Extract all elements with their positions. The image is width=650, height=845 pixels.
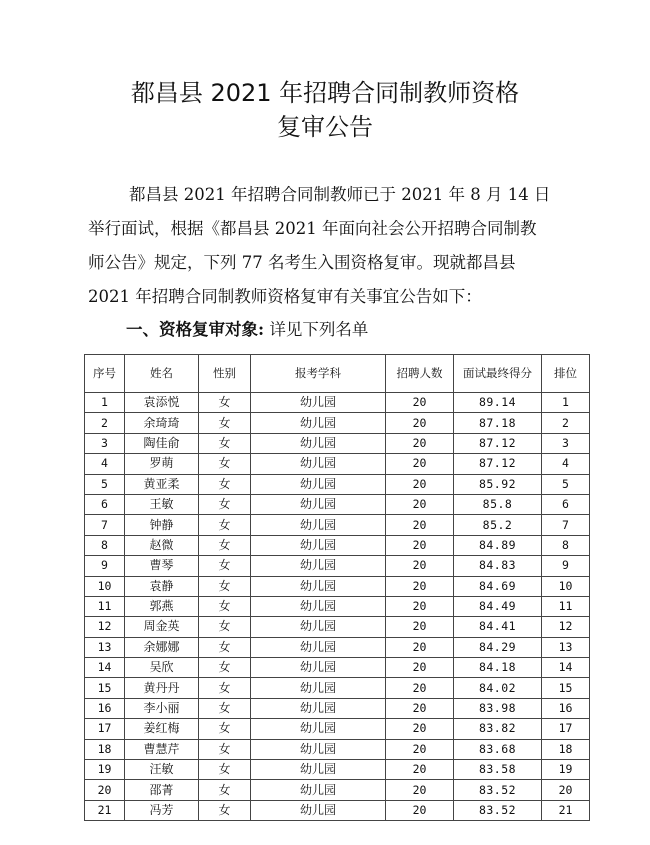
cell-name: 曹琴 (125, 556, 199, 576)
cell-rank: 18 (542, 739, 590, 759)
cell-serial: 19 (85, 760, 125, 780)
cell-serial: 11 (85, 596, 125, 616)
header-subject: 报考学科 (251, 355, 386, 393)
cell-name: 余娜娜 (125, 637, 199, 657)
cell-serial: 21 (85, 800, 125, 820)
cell-quota: 20 (386, 719, 454, 739)
table-row (85, 800, 590, 820)
cell-serial: 15 (85, 678, 125, 698)
cell-gender: 女 (199, 739, 251, 759)
table-row (85, 658, 590, 678)
cell-score: 83.52 (454, 780, 542, 800)
table-row (85, 393, 590, 413)
cell-gender: 女 (199, 576, 251, 596)
cell-subject: 幼儿园 (251, 800, 386, 820)
cell-subject: 幼儿园 (251, 678, 386, 698)
cell-gender: 女 (199, 698, 251, 718)
table-row (85, 760, 590, 780)
cell-rank: 21 (542, 800, 590, 820)
cell-rank: 19 (542, 760, 590, 780)
cell-score: 84.89 (454, 535, 542, 555)
cell-name: 王敏 (125, 494, 199, 514)
cell-rank: 11 (542, 596, 590, 616)
cell-rank: 9 (542, 556, 590, 576)
cell-gender: 女 (199, 535, 251, 555)
cell-quota: 20 (386, 739, 454, 759)
cell-name: 吴欣 (125, 658, 199, 678)
cell-score: 83.82 (454, 719, 542, 739)
cell-subject: 幼儿园 (251, 698, 386, 718)
table-row (85, 780, 590, 800)
cell-quota: 20 (386, 433, 454, 453)
table-row (85, 433, 590, 453)
cell-subject: 幼儿园 (251, 780, 386, 800)
cell-rank: 7 (542, 515, 590, 535)
intro-paragraph (88, 178, 578, 314)
cell-name: 曹慧芹 (125, 739, 199, 759)
cell-serial: 8 (85, 535, 125, 555)
table-row (85, 637, 590, 657)
table-row (85, 576, 590, 596)
header-serial: 序号 (85, 355, 125, 393)
cell-subject: 幼儿园 (251, 739, 386, 759)
cell-gender: 女 (199, 433, 251, 453)
cell-quota: 20 (386, 454, 454, 474)
cell-gender: 女 (199, 515, 251, 535)
cell-subject: 幼儿园 (251, 658, 386, 678)
table-row (85, 617, 590, 637)
table-row (85, 739, 590, 759)
cell-name: 袁静 (125, 576, 199, 596)
cell-rank: 17 (542, 719, 590, 739)
cell-quota: 20 (386, 637, 454, 657)
cell-quota: 20 (386, 393, 454, 413)
cell-subject: 幼儿园 (251, 617, 386, 637)
cell-name: 周金英 (125, 617, 199, 637)
cell-gender: 女 (199, 780, 251, 800)
cell-gender: 女 (199, 658, 251, 678)
cell-serial: 12 (85, 617, 125, 637)
cell-subject: 幼儿园 (251, 433, 386, 453)
cell-serial: 18 (85, 739, 125, 759)
cell-score: 84.18 (454, 658, 542, 678)
cell-name: 邵菁 (125, 780, 199, 800)
cell-name: 陶佳俞 (125, 433, 199, 453)
cell-gender: 女 (199, 637, 251, 657)
cell-rank: 16 (542, 698, 590, 718)
cell-gender: 女 (199, 617, 251, 637)
cell-serial: 3 (85, 433, 125, 453)
document-title-line-1: 都昌县 2021 年招聘合同制教师资格 (130, 79, 520, 107)
cell-name: 黄丹丹 (125, 678, 199, 698)
cell-quota: 20 (386, 596, 454, 616)
cell-rank: 8 (542, 535, 590, 555)
cell-score: 85.92 (454, 474, 542, 494)
paragraph-line: 2021 年招聘合同制教师资格复审有关事宜公告如下： (88, 287, 482, 306)
cell-gender: 女 (199, 413, 251, 433)
cell-subject: 幼儿园 (251, 535, 386, 555)
cell-subject: 幼儿园 (251, 494, 386, 514)
table-row (85, 494, 590, 514)
cell-rank: 20 (542, 780, 590, 800)
cell-quota: 20 (386, 760, 454, 780)
cell-rank: 5 (542, 474, 590, 494)
cell-name: 郭燕 (125, 596, 199, 616)
document-title-line-2: 复审公告 (277, 113, 373, 141)
table-header-row (85, 355, 590, 393)
cell-name: 罗萌 (125, 454, 199, 474)
cell-name: 赵微 (125, 535, 199, 555)
cell-quota: 20 (386, 515, 454, 535)
cell-score: 84.02 (454, 678, 542, 698)
cell-serial: 20 (85, 780, 125, 800)
cell-score: 83.98 (454, 698, 542, 718)
paragraph-line: 举行面试，根据《都昌县 2021 年面向社会公开招聘合同制教 (88, 219, 537, 238)
cell-rank: 10 (542, 576, 590, 596)
cell-quota: 20 (386, 698, 454, 718)
cell-quota: 20 (386, 800, 454, 820)
cell-score: 85.2 (454, 515, 542, 535)
table-row (85, 698, 590, 718)
cell-gender: 女 (199, 760, 251, 780)
cell-quota: 20 (386, 678, 454, 698)
cell-rank: 4 (542, 454, 590, 474)
cell-gender: 女 (199, 678, 251, 698)
cell-subject: 幼儿园 (251, 393, 386, 413)
header-score: 面试最终得分 (454, 355, 542, 393)
table-row (85, 413, 590, 433)
cell-subject: 幼儿园 (251, 413, 386, 433)
cell-serial: 10 (85, 576, 125, 596)
cell-rank: 1 (542, 393, 590, 413)
cell-subject: 幼儿园 (251, 760, 386, 780)
section-1 (126, 316, 368, 344)
table-row (85, 678, 590, 698)
cell-score: 85.8 (454, 494, 542, 514)
cell-subject: 幼儿园 (251, 719, 386, 739)
cell-rank: 15 (542, 678, 590, 698)
paragraph-line: 都昌县 2021 年招聘合同制教师已于 2021 年 8 月 14 日 (129, 185, 551, 204)
cell-quota: 20 (386, 658, 454, 678)
cell-gender: 女 (199, 393, 251, 413)
paragraph-line: 师公告》规定，下列 77 名考生入围资格复审。现就都昌县 (88, 253, 516, 272)
cell-name: 黄亚柔 (125, 474, 199, 494)
cell-name: 冯芳 (125, 800, 199, 820)
cell-gender: 女 (199, 454, 251, 474)
cell-gender: 女 (199, 474, 251, 494)
cell-subject: 幼儿园 (251, 474, 386, 494)
section-1-text: 详见下列名单 (269, 320, 369, 339)
cell-rank: 6 (542, 494, 590, 514)
cell-quota: 20 (386, 556, 454, 576)
table-row (85, 556, 590, 576)
cell-rank: 13 (542, 637, 590, 657)
cell-score: 84.41 (454, 617, 542, 637)
cell-subject: 幼儿园 (251, 454, 386, 474)
cell-score: 87.12 (454, 454, 542, 474)
cell-gender: 女 (199, 596, 251, 616)
cell-serial: 1 (85, 393, 125, 413)
cell-score: 89.14 (454, 393, 542, 413)
cell-quota: 20 (386, 617, 454, 637)
cell-quota: 20 (386, 780, 454, 800)
cell-score: 87.18 (454, 413, 542, 433)
cell-subject: 幼儿园 (251, 556, 386, 576)
table-row (85, 535, 590, 555)
cell-rank: 12 (542, 617, 590, 637)
header-quota: 招聘人数 (386, 355, 454, 393)
cell-serial: 2 (85, 413, 125, 433)
cell-serial: 5 (85, 474, 125, 494)
cell-serial: 6 (85, 494, 125, 514)
cell-subject: 幼儿园 (251, 596, 386, 616)
cell-score: 83.68 (454, 739, 542, 759)
table-row (85, 515, 590, 535)
table-row (85, 454, 590, 474)
cell-subject: 幼儿园 (251, 515, 386, 535)
cell-name: 余琦琦 (125, 413, 199, 433)
cell-score: 87.12 (454, 433, 542, 453)
cell-gender: 女 (199, 719, 251, 739)
cell-name: 钟静 (125, 515, 199, 535)
cell-serial: 9 (85, 556, 125, 576)
cell-rank: 14 (542, 658, 590, 678)
candidate-table (84, 354, 590, 821)
cell-gender: 女 (199, 800, 251, 820)
cell-name: 袁添悦 (125, 393, 199, 413)
cell-serial: 13 (85, 637, 125, 657)
cell-rank: 2 (542, 413, 590, 433)
cell-rank: 3 (542, 433, 590, 453)
cell-score: 83.52 (454, 800, 542, 820)
cell-quota: 20 (386, 576, 454, 596)
cell-score: 84.69 (454, 576, 542, 596)
cell-name: 姜红梅 (125, 719, 199, 739)
cell-score: 84.49 (454, 596, 542, 616)
cell-quota: 20 (386, 494, 454, 514)
cell-serial: 17 (85, 719, 125, 739)
section-1-heading: 一、资格复审对象: (126, 320, 265, 339)
cell-quota: 20 (386, 413, 454, 433)
cell-subject: 幼儿园 (251, 576, 386, 596)
cell-gender: 女 (199, 556, 251, 576)
table-row (85, 719, 590, 739)
cell-score: 84.29 (454, 637, 542, 657)
cell-gender: 女 (199, 494, 251, 514)
cell-score: 84.83 (454, 556, 542, 576)
cell-subject: 幼儿园 (251, 637, 386, 657)
cell-serial: 7 (85, 515, 125, 535)
table-row (85, 474, 590, 494)
cell-name: 汪敏 (125, 760, 199, 780)
table-row (85, 596, 590, 616)
cell-serial: 4 (85, 454, 125, 474)
header-name: 姓名 (125, 355, 199, 393)
cell-serial: 14 (85, 658, 125, 678)
header-rank: 排位 (542, 355, 590, 393)
cell-name: 李小丽 (125, 698, 199, 718)
cell-quota: 20 (386, 474, 454, 494)
cell-serial: 16 (85, 698, 125, 718)
header-gender: 性别 (199, 355, 251, 393)
cell-score: 83.58 (454, 760, 542, 780)
cell-quota: 20 (386, 535, 454, 555)
